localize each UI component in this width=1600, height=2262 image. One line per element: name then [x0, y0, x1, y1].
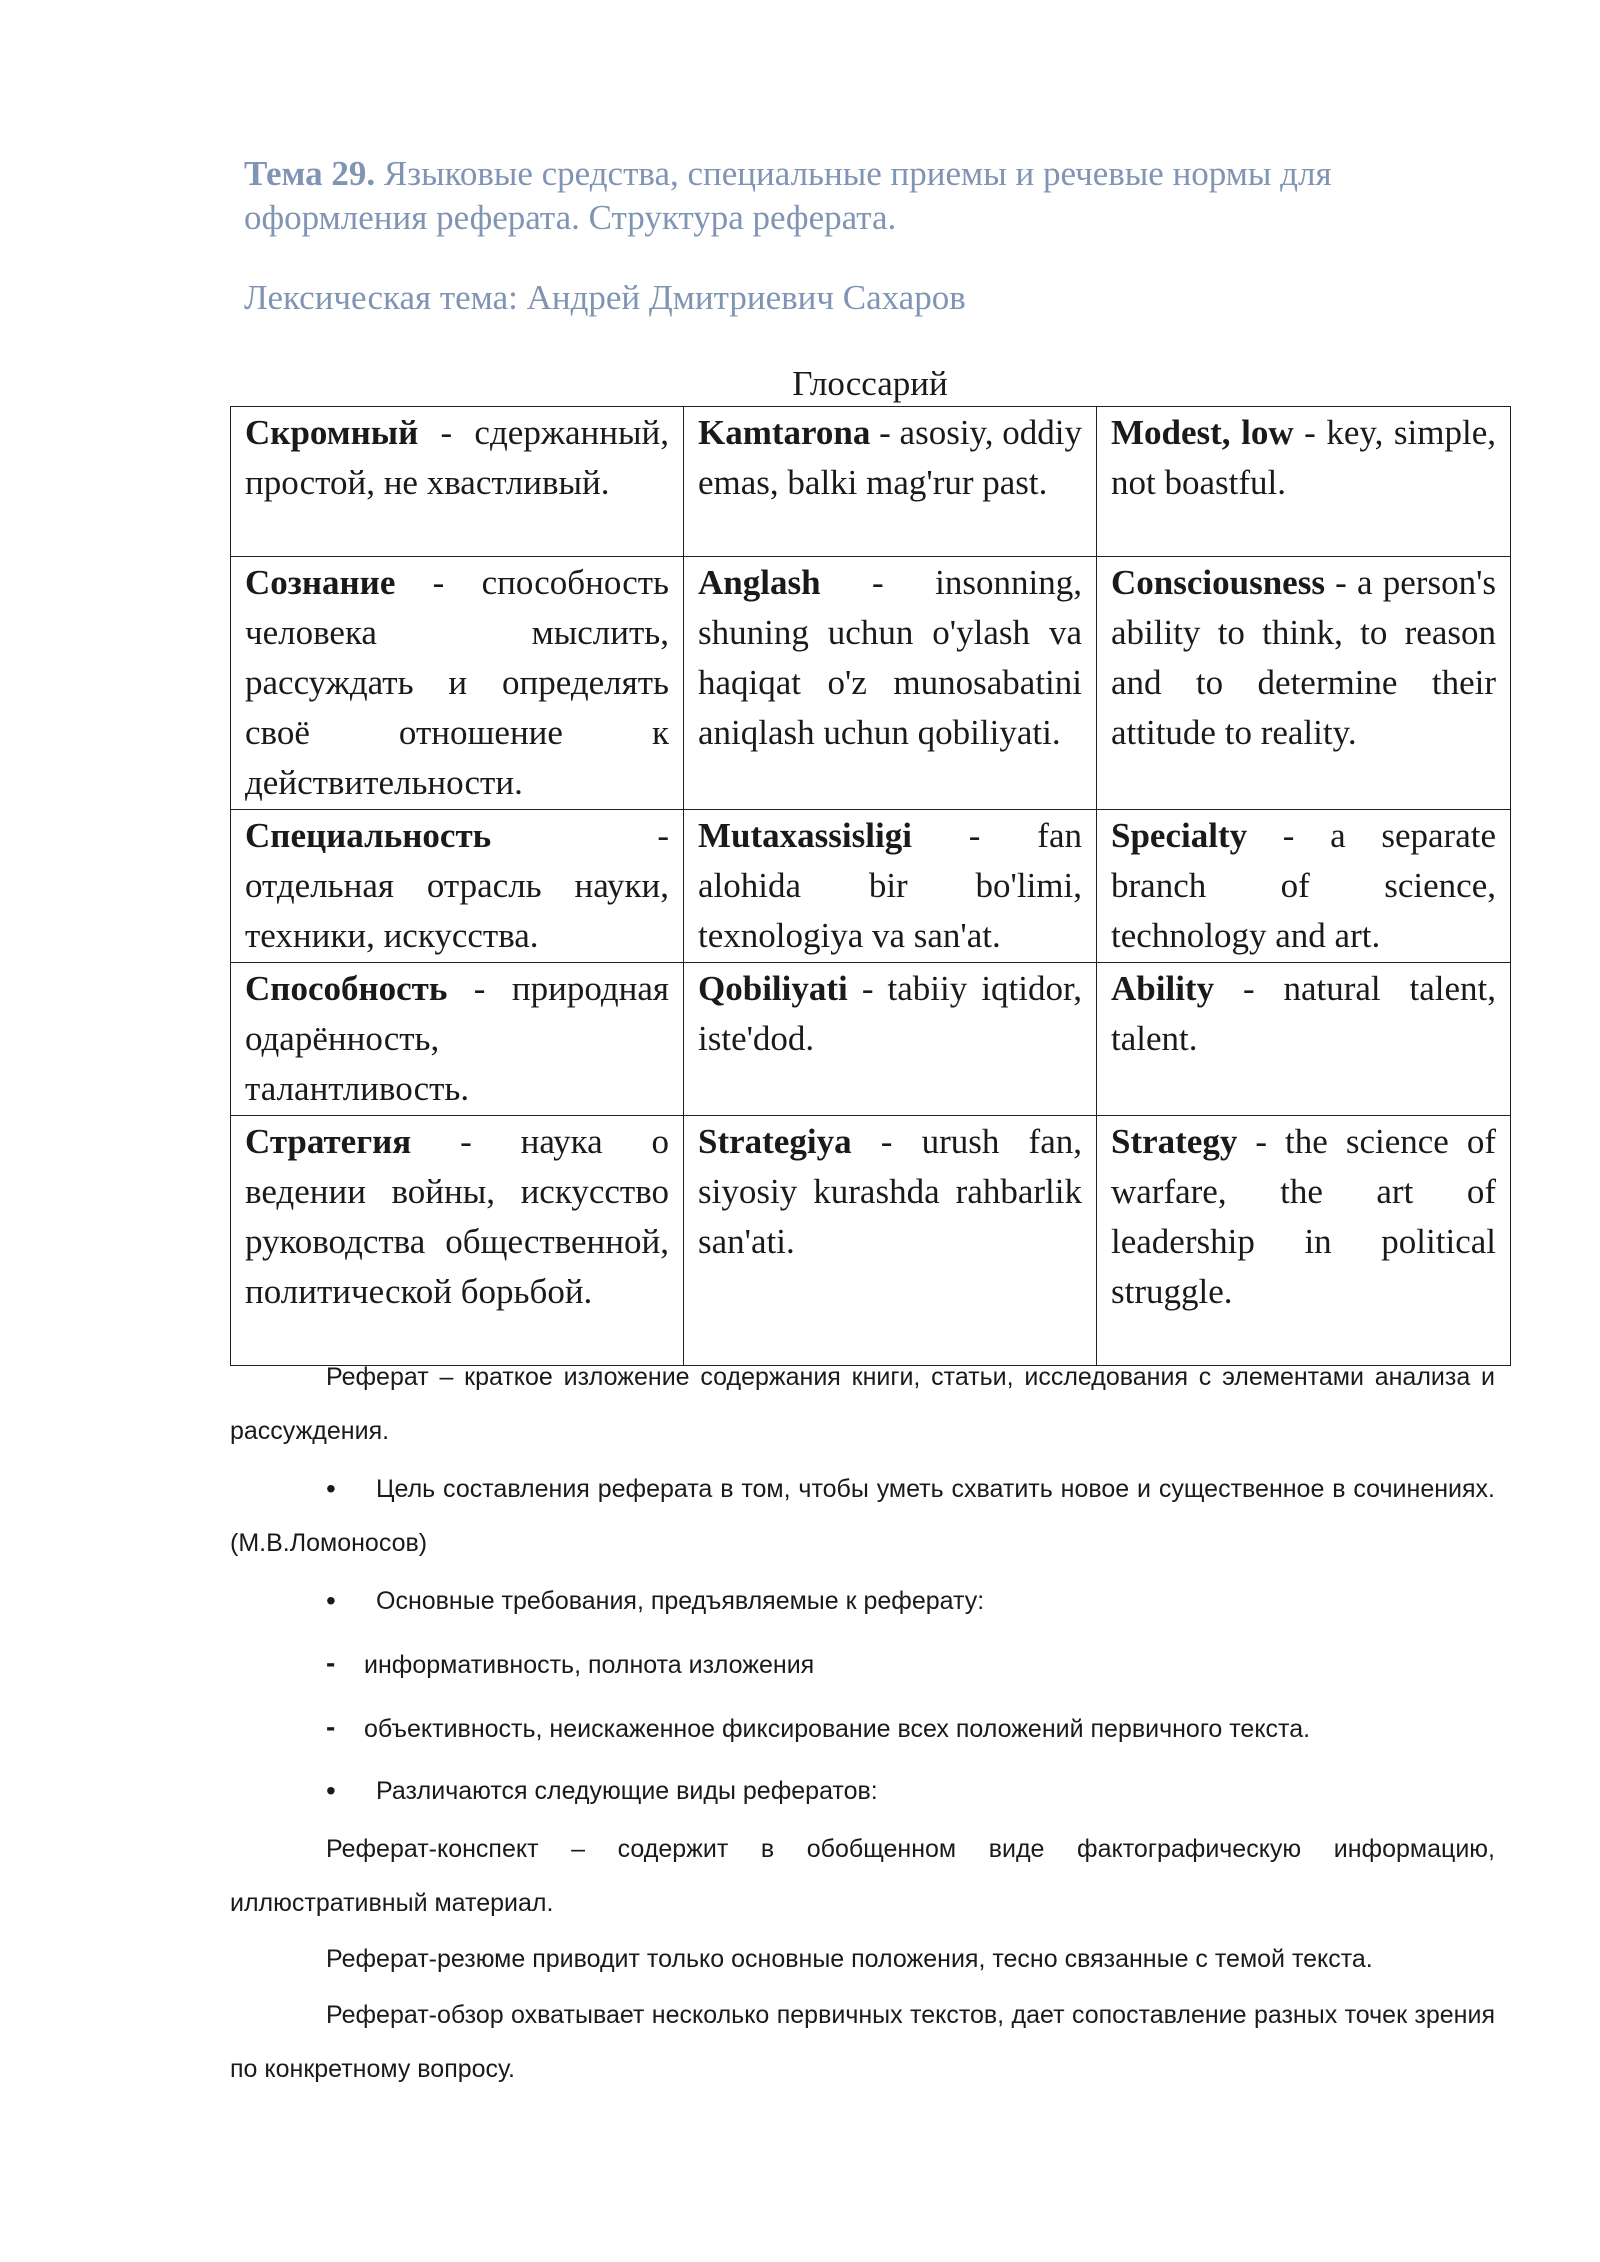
term: Consciousness: [1111, 563, 1325, 602]
glossary-cell-en: [1097, 963, 1511, 1116]
term: Стратегия: [245, 1122, 412, 1161]
lexical-topic-heading: Лексическая тема: Андрей Дмитриевич Сахаров: [244, 278, 966, 317]
bullet-icon: •: [326, 1473, 336, 1504]
term: Strategiya: [698, 1122, 852, 1161]
list-item: [230, 1638, 1495, 1692]
definition: - a person's ability to think, to reason and to determine their attitude to reality.: [1111, 563, 1496, 752]
glossary-cell-uz: [684, 557, 1097, 810]
definition-paragraph: Реферат – краткое изложение содержания книги, статьи, исследования с элементами анализа и рассуждения.: [230, 1363, 1495, 1445]
definition: - urush fan, siyosiy kurashda rahbarlik san'ati.: [698, 1122, 1082, 1261]
bullet-icon: •: [326, 1775, 336, 1806]
glossary-cell-uz: [684, 963, 1097, 1116]
list-item-text: информативность, полнота изложения: [364, 1651, 815, 1679]
glossary-cell-ru: [231, 407, 684, 557]
table-row: [231, 810, 1511, 963]
glossary-cell-ru: [231, 810, 684, 963]
topic-title: Языковые средства, специальные приемы и речевые нормы для оформления реферата. Структура реферата.: [244, 154, 1332, 237]
glossary-cell-en: [1097, 1116, 1511, 1366]
bullet-icon: •: [326, 1585, 336, 1616]
term: Mutaxassisligi: [698, 816, 912, 855]
table-row: [231, 1116, 1511, 1366]
glossary-cell-uz: [684, 810, 1097, 963]
definition: - способность человека мыслить, рассуждать и определять своё отношение к действительности.: [245, 563, 669, 802]
glossary-cell-en: [1097, 407, 1511, 557]
glossary-table: [230, 406, 1511, 1366]
table-row: [231, 963, 1511, 1116]
glossary-cell-ru: [231, 1116, 684, 1366]
dash-icon: -: [326, 1711, 336, 1742]
term: Сознание: [245, 563, 396, 602]
glossary-cell-ru: [231, 557, 684, 810]
definition: - key, simple, not boastful.: [1111, 413, 1496, 502]
term: Qobiliyati: [698, 969, 848, 1008]
glossary-cell-uz: [684, 407, 1097, 557]
term: Anglash: [698, 563, 821, 602]
paragraph-resume: Реферат-резюме приводит только основные положения, тесно связанные с темой текста.: [326, 1945, 1373, 1973]
definition: - a separate branch of science, technology and art.: [1111, 816, 1496, 955]
list-item-text: объективность, неискаженное фиксирование всех положений первичного текста.: [364, 1715, 1311, 1743]
list-item-text: Цель составления реферата в том, чтобы уметь схватить новое и существенное в сочинениях. (М.В.Ломоносов): [230, 1475, 1495, 1557]
definition: - natural talent, talent.: [1111, 969, 1496, 1058]
paragraph-konspekt: Реферат-конспект – содержит в обобщенном виде фактографическую информацию, иллюстративный материал.: [230, 1835, 1495, 1917]
glossary-cell-ru: [231, 963, 684, 1116]
list-item: [230, 1702, 1495, 1756]
definition: - asosiy, oddiy emas, balki mag'rur past.: [698, 413, 1083, 502]
list-item-text: Различаются следующие виды рефератов:: [376, 1777, 878, 1805]
term: Скромный: [245, 413, 419, 452]
definition: - природная одарённость, талантливость.: [245, 969, 669, 1108]
paragraph-obzor: Реферат-обзор охватывает несколько первичных текстов, дает сопоставление разных точек зрения по конкретному вопросу.: [230, 2001, 1495, 2083]
list-item: [230, 1764, 1495, 1818]
term: Способность: [245, 969, 448, 1008]
list-item: [230, 1574, 1495, 1628]
list-item-text: Основные требования, предъявляемые к реферату:: [376, 1587, 985, 1615]
term: Ability: [1111, 969, 1215, 1008]
definition: - отдельная отрасль науки, техники, искусства.: [245, 816, 669, 955]
glossary-cell-en: [1097, 557, 1511, 810]
term: Kamtarona: [698, 413, 871, 452]
term: Strategy: [1111, 1122, 1238, 1161]
term: Специальность: [245, 816, 492, 855]
body-text: [230, 1350, 1495, 2096]
glossary-cell-uz: [684, 1116, 1097, 1366]
definition: - наука о ведении войны, искусство руководства общественной, политической борьбой.: [245, 1122, 669, 1311]
table-row: [231, 557, 1511, 810]
glossary-title: Глоссарий: [792, 364, 948, 403]
definition: - insonning, shuning uchun o'ylash va haqiqat o'z munosabatini aniqlash uchun qobiliyati.: [698, 563, 1082, 752]
table-row: [231, 407, 1511, 557]
definition: - сдержанный, простой, не хвастливый.: [245, 413, 669, 502]
list-item: [230, 1462, 1495, 1570]
topic-number: Тема 29.: [244, 154, 376, 193]
dash-icon: -: [326, 1647, 336, 1678]
definition: - tabiiy iqtidor, iste'dod.: [698, 969, 1082, 1058]
topic-heading: [244, 152, 1424, 240]
term: Modest, low: [1111, 413, 1294, 452]
definition: - fan alohida bir bo'limi, texnologiya va san'at.: [698, 816, 1082, 955]
definition: - the science of warfare, the art of leadership in political struggle.: [1111, 1122, 1496, 1311]
glossary-cell-en: [1097, 810, 1511, 963]
term: Specialty: [1111, 816, 1248, 855]
